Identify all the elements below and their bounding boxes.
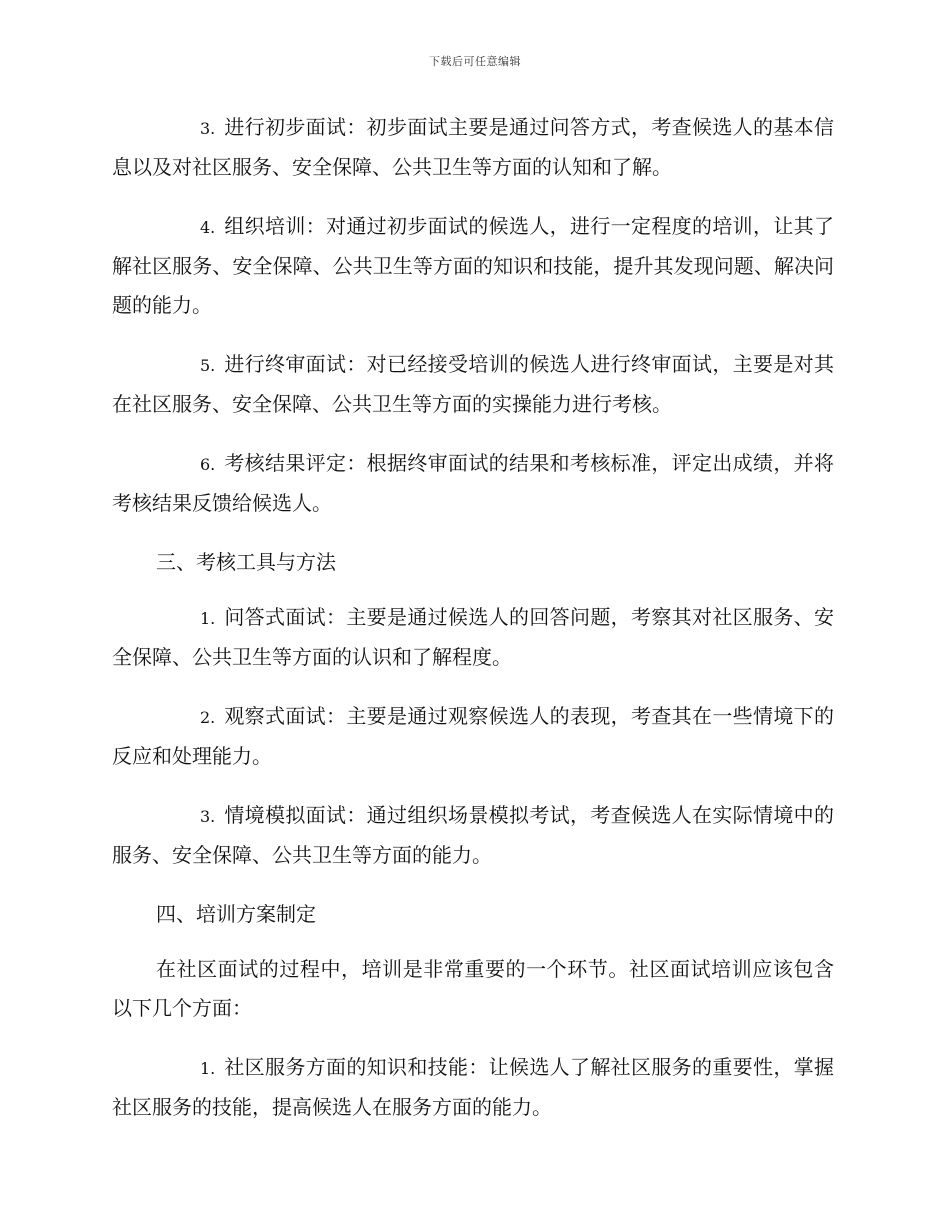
item-text: 组织培训：对通过初步面试的候选人，进行一定程度的培训，让其了解社区服务、安全保障、公共卫生等方面的知识和技能，提升其发现问题、解决问题的能力。 <box>112 214 834 317</box>
page-header: 下载后可任意编辑 <box>429 55 521 68</box>
item-number: 5. <box>200 356 216 375</box>
section-heading: 四、培训方案制定 <box>156 902 316 926</box>
list-item <box>112 207 834 325</box>
list-item <box>112 796 834 875</box>
item-number: 2. <box>200 708 216 727</box>
item-number: 3. <box>200 119 216 138</box>
item-text: 考核结果评定：根据终审面试的结果和考核标准，评定出成绩，并将考核结果反馈给候选人。 <box>112 451 834 515</box>
item-text: 进行初步面试：初步面试主要是通过问答方式，考查候选人的基本信息以及对社区服务、安全保障、公共卫生等方面的认知和了解。 <box>112 115 834 179</box>
item-number: 6. <box>200 455 216 474</box>
body-paragraph: 在社区面试的过程中，培训是非常重要的一个环节。社区面试培训应该包含以下几个方面： <box>112 957 834 1020</box>
item-text: 情境模拟面试：通过组织场景模拟考试，考查候选人在实际情境中的服务、安全保障、公共卫生等方面的能力。 <box>112 803 834 867</box>
item-text: 问答式面试：主要是通过候选人的回答问题，考察其对社区服务、安全保障、公共卫生等方面的认识和了解程度。 <box>112 605 834 669</box>
document-body <box>112 108 834 1147</box>
list-item <box>112 444 834 523</box>
list-item <box>112 345 834 424</box>
item-text: 观察式面试：主要是通过观察候选人的表现，考查其在一些情境下的反应和处理能力。 <box>112 704 834 768</box>
list-item <box>112 108 834 187</box>
list-item <box>112 598 834 677</box>
item-number: 3. <box>200 807 216 826</box>
list-item <box>112 697 834 776</box>
item-text: 社区服务方面的知识和技能：让候选人了解社区服务的重要性，掌握社区服务的技能，提高候选人在服务方面的能力。 <box>112 1055 834 1119</box>
section-heading: 三、考核工具与方法 <box>156 550 336 574</box>
item-number: 1. <box>200 609 216 628</box>
item-number: 4. <box>200 218 216 237</box>
list-item <box>112 1048 834 1127</box>
item-text: 进行终审面试：对已经接受培训的候选人进行终审面试，主要是对其在社区服务、安全保障、公共卫生等方面的实操能力进行考核。 <box>112 352 834 416</box>
item-number: 1. <box>200 1059 216 1078</box>
